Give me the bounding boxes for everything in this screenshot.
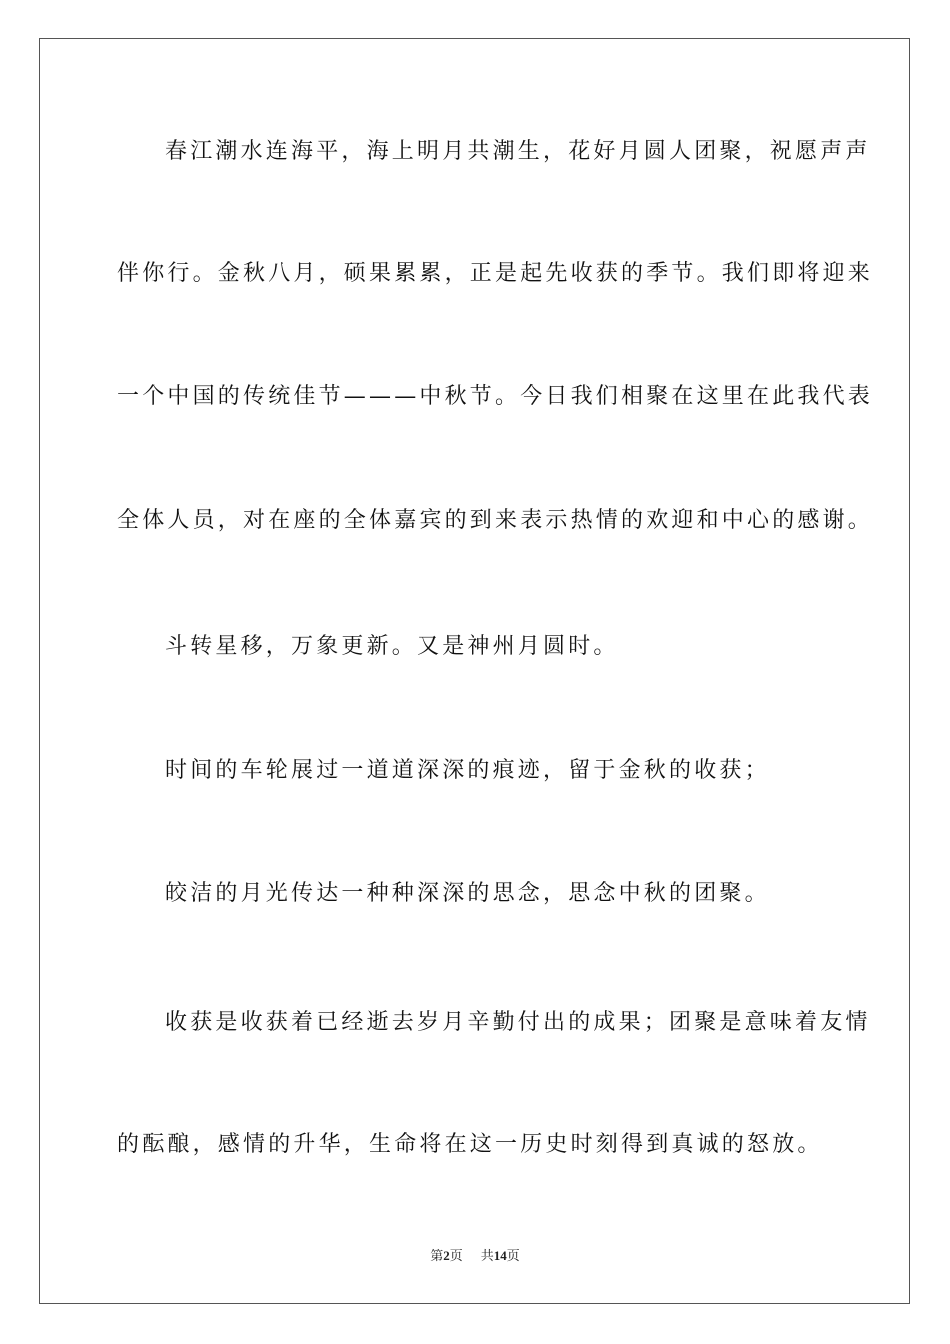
paragraph-1-line-1: 春江潮水连海平，海上明月共潮生，花好月圆人团聚，祝愿声声: [165, 139, 871, 164]
paragraph-4: 皎洁的月光传达一种种深深的思念，思念中秋的团聚。: [165, 881, 770, 906]
total-suffix: 页: [506, 1248, 520, 1263]
page-number: 2: [443, 1248, 450, 1263]
paragraph-3: 时间的车轮展过一道道深深的痕迹，留于金秋的收获；: [165, 758, 770, 783]
paragraph-5-line-1: 收获是收获着已经逝去岁月辛勤付出的成果；团聚是意味着友情: [165, 1010, 871, 1035]
paragraph-1-line-4: 全体人员，对在座的全体嘉宾的到来表示热情的欢迎和中心的感谢。: [117, 508, 874, 533]
total-prefix: 共: [480, 1248, 494, 1263]
page-border: [39, 38, 910, 1304]
total-pages: 14: [493, 1248, 507, 1263]
paragraph-2: 斗转星移，万象更新。又是神州月圆时。: [165, 634, 619, 659]
paragraph-5-line-2: 的酝酿，感情的升华，生命将在这一历史时刻得到真诚的怒放。: [117, 1132, 823, 1157]
paragraph-1-line-3: 一个中国的传统佳节———中秋节。今日我们相聚在这里在此我代表: [117, 384, 874, 409]
page-prefix: 第: [430, 1248, 444, 1263]
page-footer: [0, 1247, 950, 1265]
paragraph-1-line-2: 伴你行。金秋八月，硕果累累，正是起先收获的季节。我们即将迎来: [117, 261, 874, 286]
page-suffix: 页: [449, 1248, 463, 1263]
